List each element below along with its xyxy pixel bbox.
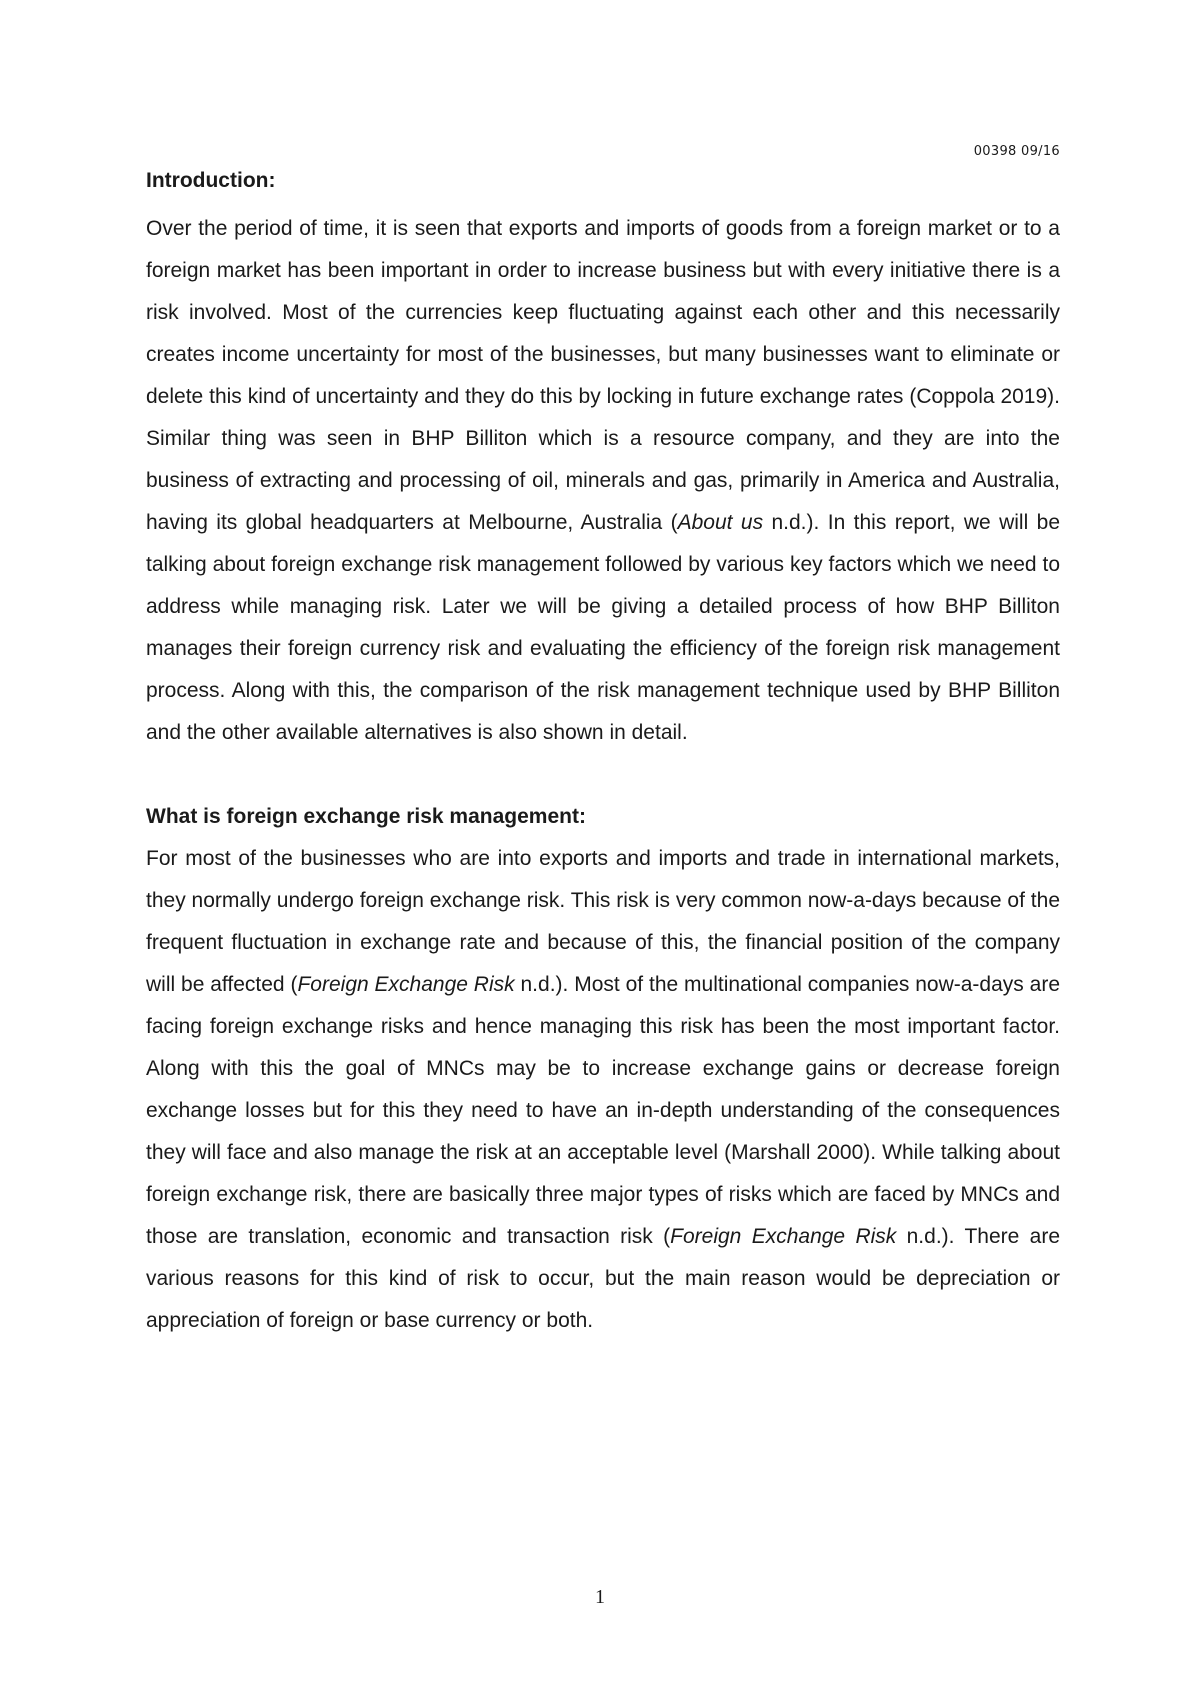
fx-risk-paragraph	[146, 838, 1060, 1342]
introduction-text-part-1: Over the period of time, it is seen that exports and imports of goods from a foreign market or to a foreign market has been important in order to increase business but with every initiative there is a risk involved. Most of the currencies keep fluctuating against each other and this necessarily creates income uncertainty for most of the businesses, but many businesses want to eliminate or delete this kind of uncertainty and they do this by locking in future exchange rates (Coppola 2019). Similar thing was seen in BHP Billiton which is a resource company, and they are into the business of extracting and processing of oil, minerals and gas, primarily in America and Australia, having its global headquarters at Melbourne, Australia (	[146, 217, 1060, 534]
page-number: 1	[595, 1586, 605, 1608]
citation-foreign-exchange-risk-2: Foreign Exchange Risk	[670, 1225, 897, 1248]
section-spacer	[146, 754, 1060, 796]
fx-risk-text-part-2: n.d.). Most of the multinational companies now-a-days are facing foreign exchange risks and hence managing this risk has been the most important factor. Along with this the goal of MNCs may be to increase exchange gains or decrease foreign exchange losses but for this they need to have an in-depth understanding of the consequences they will face and also manage the risk at an acceptable level (Marshall 2000). While talking about foreign exchange risk, there are basically three major types of risks which are faced by MNCs and those are translation, economic and transaction risk (	[146, 973, 1060, 1248]
introduction-paragraph	[146, 208, 1060, 754]
introduction-text-part-2: n.d.). In this report, we will be talking about foreign exchange risk management followed by various key factors which we need to address while managing risk. Later we will be giving a detailed process of how BHP Billiton manages their foreign currency risk and evaluating the efficiency of the foreign risk management process. Along with this, the comparison of the risk management technique used by BHP Billiton and the other available alternatives is also shown in detail.	[146, 511, 1060, 744]
introduction-heading: Introduction:	[146, 169, 276, 192]
document-reference: 00398 09/16	[973, 144, 1060, 159]
fx-risk-text-part-1: For most of the businesses who are into exports and imports and trade in international markets, they normally undergo foreign exchange risk. This risk is very common now-a-days because of the frequent fluctuation in exchange rate and because of this, the financial position of the company will be affected (	[146, 847, 1060, 996]
document-body	[146, 160, 1060, 1342]
citation-foreign-exchange-risk-1: Foreign Exchange Risk	[297, 973, 515, 996]
citation-about-us: About us	[677, 511, 764, 534]
section-heading-fx-risk: What is foreign exchange risk management:	[146, 805, 586, 828]
fx-risk-text-part-3: n.d.). There are various reasons for this kind of risk to occur, but the main reason would be depreciation or appreciation of foreign or base currency or both.	[146, 1225, 1060, 1332]
